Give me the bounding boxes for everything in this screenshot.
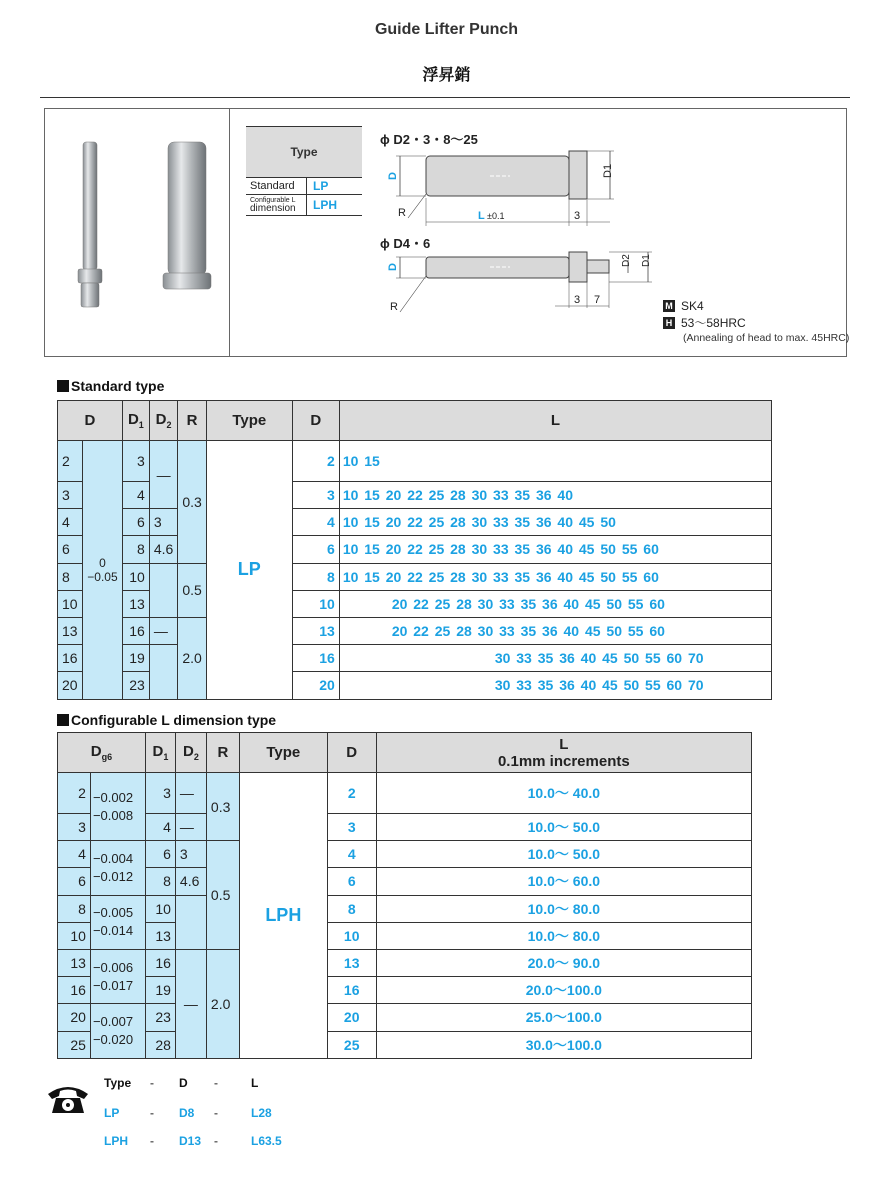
type-row-label-small: Configurable L [250,196,296,204]
cell-type: LPH [239,773,327,1059]
table-row [58,509,772,536]
phone-icon [46,1082,90,1114]
type-row-configurable [246,195,362,216]
table-row [58,841,752,868]
cell-d: 8 [58,563,83,590]
order-example-header-cell: Type [104,1076,132,1090]
cell-d: 6 [58,868,91,895]
dim-d2-label: D2 [621,254,632,267]
cell-r: 0.5 [206,841,239,950]
dim-l-label: L [478,210,485,222]
cell-d-second: 10 [292,590,339,617]
table-row [58,1004,752,1031]
header-d-second: D [292,401,339,441]
cell-d1: 4 [145,814,175,841]
cell-l-range: 10.0～ 50.0 [376,814,751,841]
order-example-header-cell: - [214,1076,218,1090]
cell-d-second: 2 [292,441,339,482]
header-l: L 0.1mm increments [376,733,751,773]
cell-r: 0.3 [178,441,206,564]
material-info [663,297,849,344]
cell-d2 [149,645,177,699]
cell-d-second: 3 [327,814,376,841]
cell-l-range: 10.0～ 50.0 [376,841,751,868]
cell-d: 8 [58,895,91,922]
dim-3-label: 3 [574,210,581,222]
cell-d2: — [149,617,177,644]
header-type: Type [206,401,292,441]
header-d2: $D_2$ [175,733,206,773]
order-example-row2-cell: - [214,1134,218,1148]
header-d2: $D_2$ [149,401,177,441]
cell-d: 3 [58,482,83,509]
order-example-row1-cell: - [150,1106,154,1120]
dim-d-label-2: D [387,263,399,271]
cell-d-second: 20 [292,672,339,699]
configurable-header-row [58,733,752,773]
order-example-header-cell: - [150,1076,154,1090]
table-row [58,977,752,1004]
dim-l-tolerance: ±0.1 [487,211,505,221]
cell-d1: 8 [145,868,175,895]
table-row [58,949,752,976]
cell-d-tolerance: −0.007 −0.020 [90,1004,145,1058]
cell-d-second: 4 [327,841,376,868]
cell-d-second: 8 [327,895,376,922]
cell-d1: 23 [122,672,149,699]
order-example-row2-cell: L63.5 [251,1134,282,1148]
header-d: D [58,401,123,441]
type-table-header: Type [246,127,362,178]
table-row [58,814,752,841]
configurable-table [57,732,752,1059]
section-bullet-icon [57,380,69,392]
cell-d-second: 3 [292,482,339,509]
cell-d-second: 25 [327,1031,376,1058]
cell-d1: 8 [122,536,149,563]
table-row [58,1031,752,1058]
cell-l-range: 10.0～ 80.0 [376,895,751,922]
table-row [58,536,772,563]
type-row-value: LPH [313,198,337,212]
cell-d-tolerance: 0 −0.05 [82,441,122,700]
cell-d1: 19 [122,645,149,672]
page-title-chinese: 浮昇銷 [422,67,471,84]
cell-d1: 16 [122,617,149,644]
type-row-standard [246,178,362,195]
cell-d: 2 [58,441,83,482]
cell-l-range: 20.0～ 90.0 [376,949,751,976]
order-example-row1-cell: LP [104,1106,120,1120]
order-example-header-cell: D [179,1076,188,1090]
cell-d1: 13 [145,922,175,949]
table-row [58,922,752,949]
dim-7-label: 7 [594,294,601,306]
cell-r: 0.5 [178,563,206,617]
cell-d: 3 [58,814,91,841]
standard-header-row [58,401,772,441]
cell-d1: 10 [145,895,175,922]
header-dg6: $D_{g6}$ [58,733,146,773]
table-row [58,617,772,644]
drawing-label-bottom: ϕ D4・6 [380,236,431,251]
table-row [58,773,752,814]
cell-l: 20 22 25 28 30 33 35 36 40 45 50 55 60 [339,590,771,617]
dim-r-label-2: R [390,301,398,313]
cell-d: 2 [58,773,91,814]
header-l: L [339,401,771,441]
cell-d2: 4.6 [175,868,206,895]
dim-d1-label-2: D1 [641,254,652,267]
pin-illustration [45,109,230,356]
cell-l: 30 33 35 36 40 45 50 55 60 70 [339,645,771,672]
dim-d-label: D [387,172,399,180]
drawing-label-top: ϕ D2・3・8～25 [380,132,478,147]
table-row [58,563,772,590]
configurable-section-title: Configurable L dimension type [57,712,276,728]
table-row [58,441,772,482]
title-divider [40,97,850,98]
dim-d1-label: D1 [602,163,614,178]
order-example-row1-cell: L28 [251,1106,272,1120]
cell-d-second: 6 [327,868,376,895]
hardness-note: (Annealing of head to max. 45HRC) [683,332,850,344]
section-bullet-icon [57,714,69,726]
cell-d: 16 [58,977,91,1004]
cell-d: 20 [58,1004,91,1031]
table-row [58,645,772,672]
cell-d2: 3 [175,841,206,868]
cell-d2 [149,563,177,617]
cell-l: 10 15 20 22 25 28 30 33 35 36 40 45 50 55 60 [339,536,771,563]
type-row-value: LP [313,179,329,193]
cell-l-range: 10.0～ 80.0 [376,922,751,949]
page-title: Guide Lifter Punch [374,21,519,38]
dim-r-label: R [398,207,406,219]
cell-d-second: 6 [292,536,339,563]
header-r: R [178,401,206,441]
header-d1: $D_1$ [122,401,149,441]
type-row-label: dimension [250,202,296,214]
cell-d-second: 13 [292,617,339,644]
cell-r: 2.0 [206,949,239,1058]
cell-d1: 3 [122,441,149,482]
standard-section-title: Standard type [57,378,164,394]
cell-l: 10 15 20 22 25 28 30 33 35 36 40 45 50 55 60 [339,563,771,590]
header-d1: $D_1$ [145,733,175,773]
header-d-second: D [327,733,376,773]
cell-d2: — [175,949,206,1058]
cell-d: 16 [58,645,83,672]
cell-r: 0.3 [206,773,239,841]
cell-d-second: 10 [327,922,376,949]
table-row [58,895,752,922]
header-r: R [206,733,239,773]
cell-l-range: 25.0～100.0 [376,1004,751,1031]
cell-l: 30 33 35 36 40 45 50 55 60 70 [339,672,771,699]
cell-l: 10 15 20 22 25 28 30 33 35 36 40 [339,482,771,509]
order-example-row1-cell: - [214,1106,218,1120]
cell-d1: 4 [122,482,149,509]
cell-l-range: 20.0～100.0 [376,977,751,1004]
cell-d2: — [175,814,206,841]
cell-d1: 19 [145,977,175,1004]
cell-d-second: 13 [327,949,376,976]
cell-d2: 4.6 [149,536,177,563]
order-example-row2-cell: D13 [179,1134,202,1148]
cell-d-tolerance: −0.006 −0.017 [90,949,145,1003]
cell-d: 4 [58,841,91,868]
cell-d1: 3 [145,773,175,814]
dim-3-label-2: 3 [574,294,581,306]
cell-d-tolerance: −0.002 −0.008 [90,773,145,841]
header-type: Type [239,733,327,773]
cell-d-tolerance: −0.005 −0.014 [90,895,145,949]
cell-d1: 23 [145,1004,175,1031]
cell-d: 20 [58,672,83,699]
cell-d1: 13 [122,590,149,617]
order-example-row1-cell: D8 [179,1106,195,1120]
order-example-row2-cell: - [150,1134,154,1148]
cell-d: 10 [58,922,91,949]
cell-d-second: 2 [327,773,376,814]
cell-d: 13 [58,617,83,644]
hardness-text: 53～58HRC [681,316,746,330]
cell-d2: 3 [149,509,177,536]
cell-d1: 10 [122,563,149,590]
cell-d-second: 16 [292,645,339,672]
cell-d-second: 8 [292,563,339,590]
cell-d2 [175,895,206,949]
cell-l-range: 30.0～100.0 [376,1031,751,1058]
cell-l: 10 15 [339,441,771,482]
type-table [246,126,362,216]
cell-d: 6 [58,536,83,563]
order-example-header-cell: L [251,1076,259,1090]
cell-d: 4 [58,509,83,536]
cell-type: LP [206,441,292,700]
product-photo [45,109,230,356]
type-row-label: Standard [246,178,307,194]
cell-d: 13 [58,949,91,976]
standard-table [57,400,772,700]
table-row [58,868,752,895]
material-text: SK4 [681,298,704,313]
technical-drawing [370,126,670,326]
cell-d-second: 16 [327,977,376,1004]
cell-d-second: 20 [327,1004,376,1031]
material-icon: M [663,300,675,312]
cell-d1: 6 [145,841,175,868]
hardness-icon: H [663,317,675,329]
cell-l-range: 10.0～ 40.0 [376,773,751,814]
cell-d1: 16 [145,949,175,976]
cell-r: 2.0 [178,617,206,699]
cell-d-tolerance: −0.004 −0.012 [90,841,145,895]
cell-l: 20 22 25 28 30 33 35 36 40 45 50 55 60 [339,617,771,644]
cell-d1: 6 [122,509,149,536]
cell-d: 25 [58,1031,91,1058]
order-example-row2-cell: LPH [104,1134,128,1148]
cell-d1: 28 [145,1031,175,1058]
cell-d: 10 [58,590,83,617]
cell-l-range: 10.0～ 60.0 [376,868,751,895]
cell-d2: — [149,441,177,509]
cell-d-second: 4 [292,509,339,536]
cell-l: 10 15 20 22 25 28 30 33 35 36 40 45 50 [339,509,771,536]
cell-d2: — [175,773,206,814]
